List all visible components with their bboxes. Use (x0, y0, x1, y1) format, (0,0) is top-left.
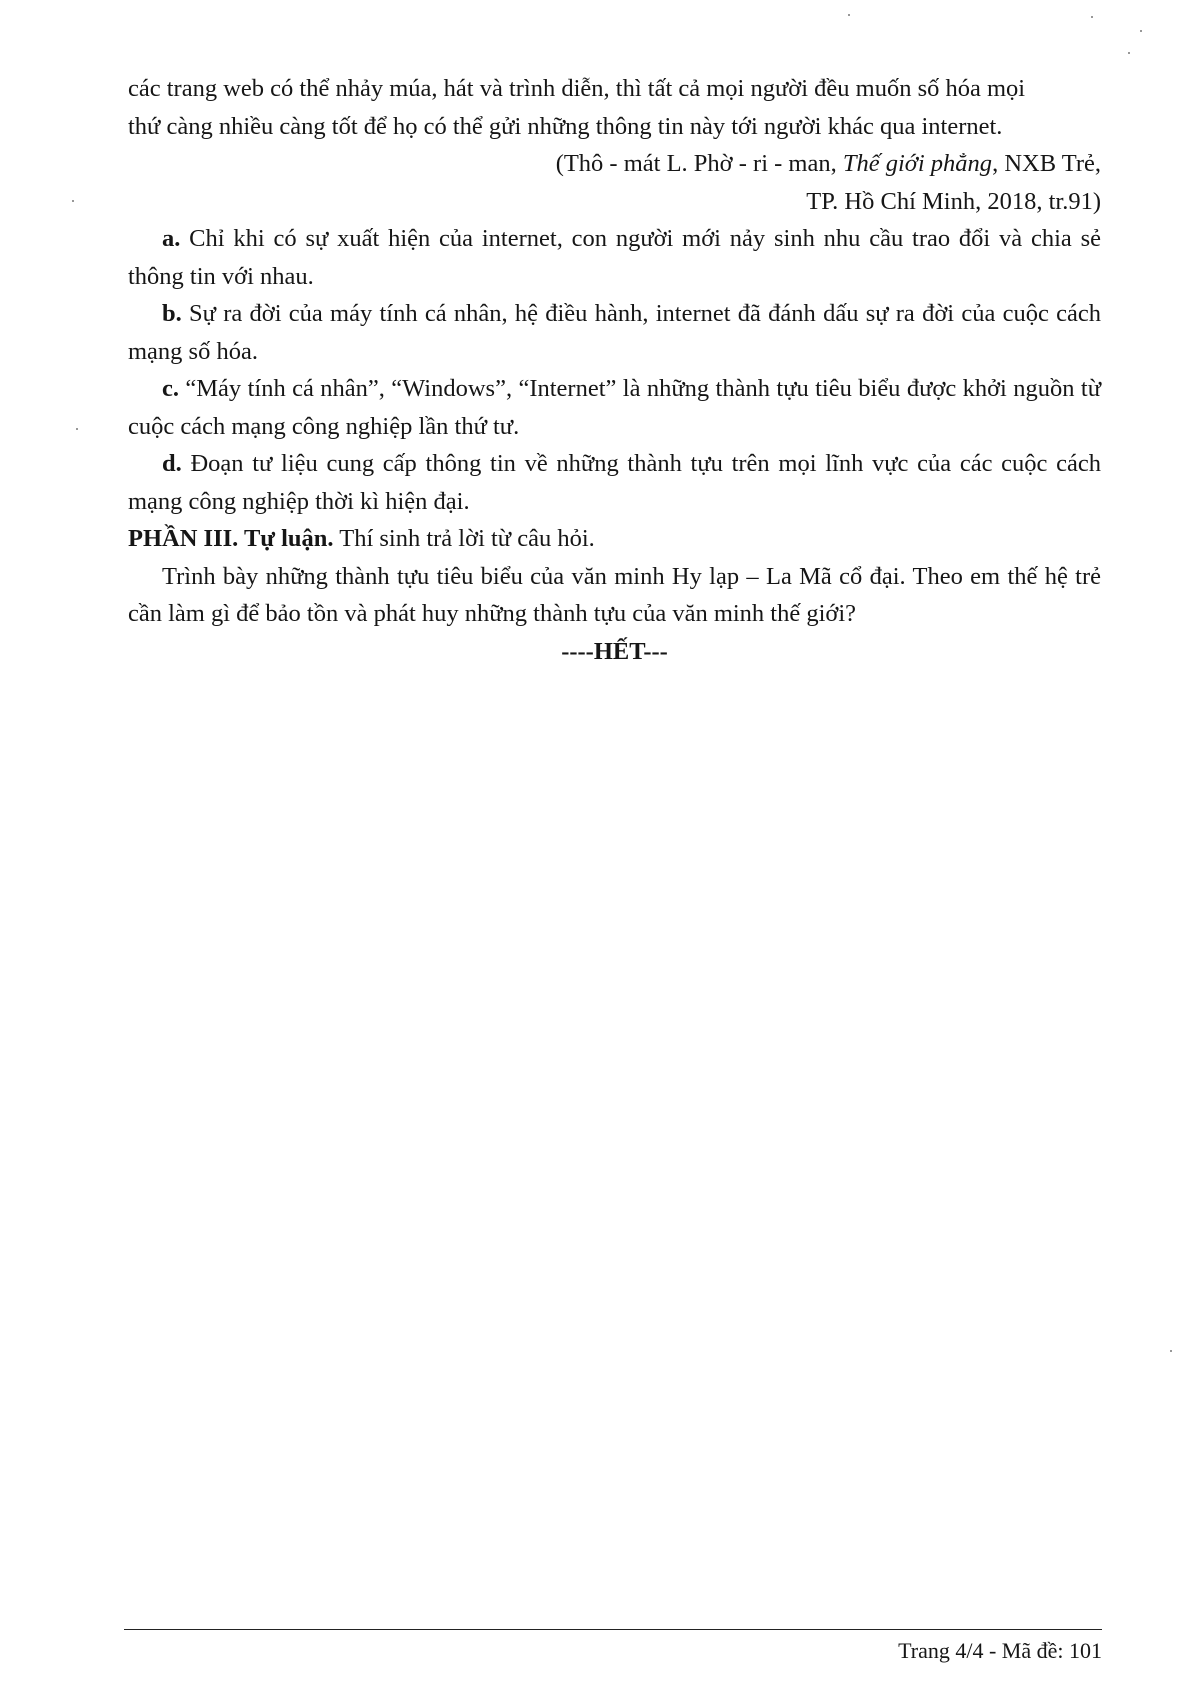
statement-label: d. (162, 450, 182, 477)
scan-speck (1170, 1350, 1172, 1352)
statement-b (128, 295, 1101, 370)
citation-book-title: Thế giới phẳng (842, 150, 993, 177)
footer-divider (124, 1629, 1102, 1630)
section-3-heading: PHẦN III. Tự luận. (128, 525, 334, 552)
section-3-heading-line (128, 520, 1101, 558)
scan-speck (76, 428, 78, 430)
scan-speck (1128, 52, 1130, 54)
statement-text: Đoạn tư liệu cung cấp thông tin về những thành tựu trên mọi lĩnh vực của các cuộc cách mạng công nghiệp thời kì hiện đại. (128, 450, 1101, 515)
statement-a (128, 220, 1101, 295)
passage-line-1: các trang web có thể nhảy múa, hát và trình diễn, thì tất cả mọi người đều muốn số hóa mọi (128, 75, 1026, 102)
statement-label: b. (162, 300, 182, 327)
passage-line-2: thứ càng nhiều càng tốt để họ có thể gửi những thông tin này tới người khác qua internet. (128, 112, 1003, 140)
statement-c (128, 370, 1101, 445)
scan-speck (1091, 16, 1093, 18)
citation-suffix: , NXB Trẻ, (992, 150, 1101, 177)
citation-line-2: TP. Hồ Chí Minh, 2018, tr.91) (806, 187, 1101, 215)
page-footer: Trang 4/4 - Mã đề: 101 (898, 1638, 1102, 1663)
scan-speck (848, 14, 850, 16)
citation-prefix: (Thô - mát L. Phờ - ri - man, (555, 150, 843, 177)
essay-question: Trình bày những thành tựu tiêu biểu của văn minh Hy lạp – La Mã cổ đại. Theo em thế hệ trẻ cần làm gì để bảo tồn và phát huy những thành tựu của văn minh thế giới? (128, 562, 1101, 627)
statement-text: Sự ra đời của máy tính cá nhân, hệ điều hành, internet đã đánh dấu sự ra đời của cuộc cách mạng số hóa. (128, 300, 1101, 365)
statement-text: “Máy tính cá nhân”, “Windows”, “Internet” là những thành tựu tiêu biểu được khởi nguồn từ cuộc cách mạng công nghiệp lần thứ tư. (128, 375, 1101, 440)
end-marker: ----HẾT--- (561, 637, 668, 665)
statement-label: c. (162, 375, 179, 402)
section-3-instruction: Thí sinh trả lời từ câu hỏi. (333, 525, 595, 552)
scan-speck (1140, 30, 1142, 32)
document-body (128, 70, 1101, 670)
statement-label: a. (162, 225, 181, 252)
citation-line-1 (128, 145, 1101, 183)
statement-d (128, 445, 1101, 520)
statement-text: Chỉ khi có sự xuất hiện của internet, con người mới nảy sinh nhu cầu trao đổi và chia sẻ thông tin với nhau. (128, 225, 1101, 290)
scan-speck (72, 200, 74, 202)
